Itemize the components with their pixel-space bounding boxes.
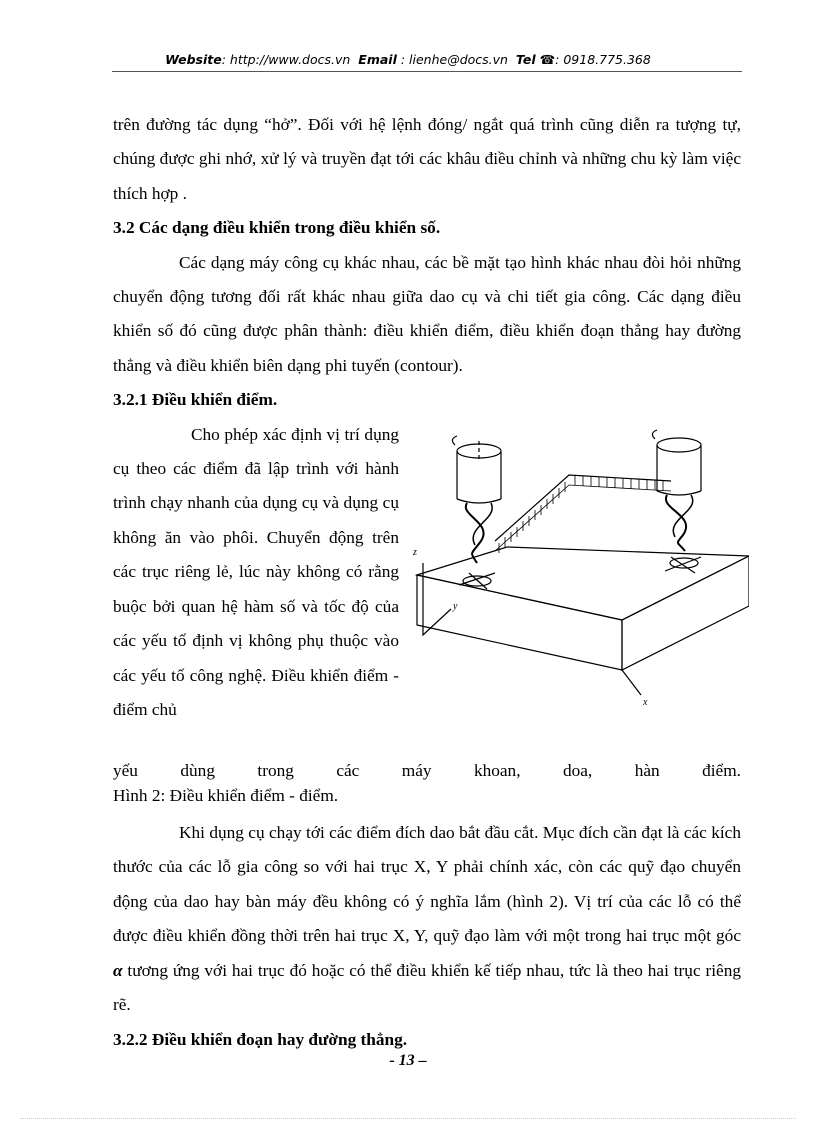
page-header bbox=[0, 52, 816, 67]
email-value: : lienhe@docs.vn bbox=[400, 52, 508, 67]
paragraph-4-end: tương ứng với hai trục đó hoặc có thể điều khiển kế tiếp nhau, tức là theo hai trục riêng rẽ. bbox=[113, 960, 741, 1015]
alpha-symbol: α bbox=[113, 960, 123, 980]
figure-block bbox=[113, 418, 741, 754]
figure-caption: Hình 2: Điều khiển điểm - điểm. bbox=[113, 786, 339, 806]
figure-side-text bbox=[113, 418, 399, 728]
axes bbox=[412, 547, 648, 708]
tel-value: : 0918.775.368 bbox=[555, 52, 651, 67]
phone-icon: ☎ bbox=[539, 52, 556, 67]
website-label: Website bbox=[165, 52, 222, 67]
word: dùng bbox=[180, 760, 215, 780]
axis-x-label: x bbox=[643, 696, 648, 708]
paragraph-1: trên đường tác dụng “hở”. Đối với hệ lệnh đóng/ ngắt quá trình cũng diễn ra tượng tự, chúng được ghi nhớ, xử lý và truyền đạt tới các khâu điều chỉnh và những chu kỳ làm việc thích hợp . bbox=[113, 115, 741, 203]
travel-path bbox=[495, 475, 671, 553]
word: trong bbox=[257, 760, 294, 780]
word: doa, bbox=[562, 760, 593, 780]
axis-y-label: y bbox=[453, 600, 458, 612]
drill-right bbox=[652, 430, 701, 573]
word: máy bbox=[401, 760, 432, 780]
word: khoan, bbox=[473, 760, 521, 780]
heading-3-2-2: 3.2.2 Điều khiển đoạn hay đường thẳng. bbox=[113, 1029, 408, 1049]
word: các bbox=[336, 760, 360, 780]
heading-3-2-1: 3.2.1 Điều khiển điểm. bbox=[113, 390, 278, 410]
paragraph-4-text: Khi dụng cụ chạy tới các điểm đích dao bắt đầu cắt. Mục đích cần đạt là các kích thước của các lỗ gia công so với hai trục X, Y phải chính xác, còn các quỹ đạo chuyển động của dao hay bàn máy đều không có ý nghĩa lắm (hình 2). Vị trí của các lỗ có thể được điều khiển đồng thời trên hai trục X, Y, quỹ đạo làm với một trong hai trục một góc bbox=[113, 823, 741, 946]
paragraph-2: Các dạng máy công cụ khác nhau, các bề mặt tạo hình khác nhau đòi hỏi những chuyển động tương đối rất khác nhau giữa dao cụ và chi tiết gia công. Các dạng điều khiển số đó cũng được phân thành: điều khiển điểm, điều khiển đoạn thẳng hay đường thẳng và điều khiển biên dạng phi tuyến (contour). bbox=[113, 252, 741, 375]
page-content bbox=[113, 108, 741, 1057]
drill-left bbox=[452, 436, 501, 589]
paragraph-4 bbox=[113, 816, 741, 1022]
word: yếu bbox=[113, 760, 138, 780]
axis-z-label: z bbox=[413, 546, 417, 558]
word: hàn bbox=[634, 760, 660, 780]
heading-3-2: 3.2 Các dạng điều khiển trong điều khiển số. bbox=[113, 218, 441, 238]
page-number: - 13 – bbox=[389, 1052, 427, 1069]
tel-label: Tel bbox=[515, 52, 536, 67]
email-label: Email bbox=[358, 52, 397, 67]
word: điểm. bbox=[702, 760, 741, 780]
paragraph-3: Cho phép xác định vị trí dụng cụ theo các điểm đã lập trình với hành trình chạy nhanh của dụng cụ và dụng cụ không ăn vào phôi. Chuyển động trên các trục riêng lẻ, lúc này không có rằng buộc bởi quan hệ hàm số và tốc độ của các yếu tố định vị không phụ thuộc vào các yếu tố công nghệ. Điều khiển điểm - điểm chủ bbox=[113, 424, 399, 719]
workpiece-block bbox=[417, 547, 749, 670]
bottom-rule bbox=[20, 1118, 796, 1119]
header-rule bbox=[112, 71, 742, 72]
website-value: : http://www.docs.vn bbox=[221, 52, 351, 67]
point-to-point-figure bbox=[409, 423, 749, 723]
